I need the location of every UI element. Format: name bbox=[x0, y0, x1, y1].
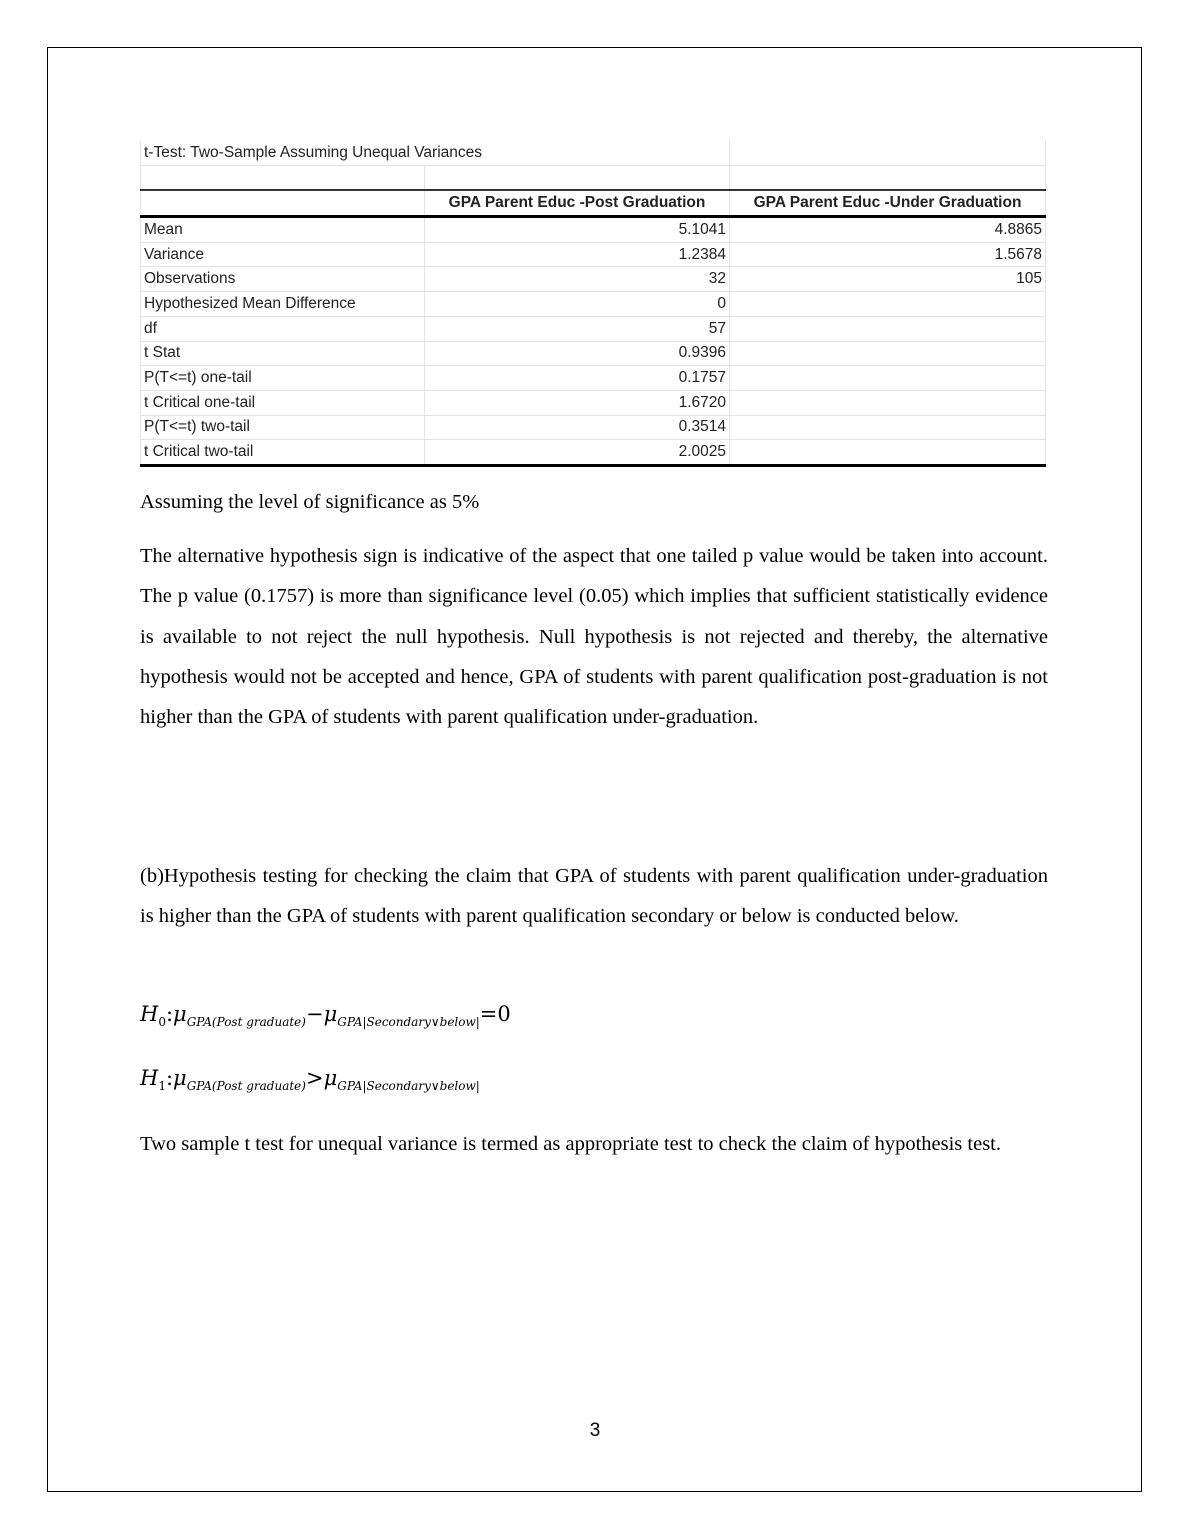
page-number: 3 bbox=[589, 1420, 601, 1441]
eq-rhs: =0 bbox=[479, 1002, 511, 1026]
row-label: t Critical two-tail bbox=[141, 440, 425, 466]
row-label: Hypothesized Mean Difference bbox=[141, 292, 425, 317]
row-label: Observations bbox=[141, 267, 425, 292]
value-cell bbox=[730, 366, 1046, 391]
empty-cell bbox=[730, 141, 1046, 166]
header-cell: GPA Parent Educ -Under Graduation bbox=[730, 190, 1046, 216]
value-cell: 2.0025 bbox=[425, 440, 730, 466]
empty-row bbox=[141, 165, 1046, 190]
alternative-hypothesis-equation: $H_1:\mu_{GPA(Post graduate)}>\mu_{GPA|Secondary\vee below|}$ bbox=[140, 1066, 480, 1094]
row-label: t Stat bbox=[141, 341, 425, 366]
table-row bbox=[141, 292, 1046, 317]
value-cell bbox=[730, 292, 1046, 317]
value-cell: 105 bbox=[730, 267, 1046, 292]
value-cell bbox=[730, 440, 1046, 466]
row-label: P(T<=t) one-tail bbox=[141, 366, 425, 391]
table-row bbox=[141, 217, 1046, 243]
eq-op: > bbox=[305, 1066, 324, 1090]
value-cell: 1.2384 bbox=[425, 242, 730, 267]
paragraph: Assuming the level of significance as 5% bbox=[140, 491, 480, 513]
table-title-row bbox=[141, 141, 1046, 166]
value-cell: 5.1041 bbox=[425, 217, 730, 243]
table-title: t-Test: Two-Sample Assuming Unequal Variances bbox=[141, 141, 730, 166]
value-cell: 0.9396 bbox=[425, 341, 730, 366]
eq-sub: GPA|Secondary∨below| bbox=[337, 1015, 480, 1030]
table-row bbox=[141, 440, 1046, 466]
value-cell: 0.3514 bbox=[425, 415, 730, 440]
eq-sub: GPA(Post graduate) bbox=[186, 1015, 306, 1030]
value-cell: 32 bbox=[425, 267, 730, 292]
eq-symbol: H bbox=[140, 1066, 159, 1090]
value-cell: 1.6720 bbox=[425, 390, 730, 415]
eq-sub: GPA(Post graduate) bbox=[186, 1079, 306, 1094]
value-cell: 57 bbox=[425, 316, 730, 341]
value-cell: 0 bbox=[425, 292, 730, 317]
table-row bbox=[141, 316, 1046, 341]
eq-sub: 1 bbox=[158, 1079, 166, 1094]
row-label: Mean bbox=[141, 217, 425, 243]
empty-cell bbox=[425, 165, 730, 190]
eq-symbol: H bbox=[140, 1002, 159, 1026]
null-hypothesis-equation: $H_0:\mu_{GPA(Post graduate)}-\mu_{GPA|Secondary\vee below|}=0$ bbox=[140, 1002, 511, 1030]
table-row bbox=[141, 390, 1046, 415]
table-row bbox=[141, 341, 1046, 366]
value-cell bbox=[730, 316, 1046, 341]
value-cell: 0.1757 bbox=[425, 366, 730, 391]
paragraph: (b)Hypothesis testing for checking the claim that GPA of students with parent qualification under-graduation is higher than the GPA of students with parent qualification secondary or below is conducted below. bbox=[140, 865, 1048, 928]
t-test-table bbox=[140, 140, 1046, 467]
value-cell bbox=[730, 415, 1046, 440]
table-row bbox=[141, 242, 1046, 267]
value-cell bbox=[730, 341, 1046, 366]
paragraph: The alternative hypothesis sign is indicative of the aspect that one tailed p value would be taken into account. The p value (0.1757) is more than significance level (0.05) which implies that sufficient statistically evidence is available to not reject the null hypothesis. Null hypothesis is not rejected and thereby, the alternative hypothesis would not be accepted and hence, GPA of students with parent qualification post-graduation is not higher than the GPA of students with parent qualification under-graduation. bbox=[140, 545, 1048, 729]
paragraph: Two sample t test for unequal variance is termed as appropriate test to check the claim of hypothesis test. bbox=[140, 1133, 1001, 1155]
value-cell: 1.5678 bbox=[730, 242, 1046, 267]
row-label: t Critical one-tail bbox=[141, 390, 425, 415]
eq-op: − bbox=[305, 1002, 324, 1026]
value-cell: 4.8865 bbox=[730, 217, 1046, 243]
eq-sub: GPA|Secondary∨below| bbox=[337, 1079, 480, 1094]
row-label: P(T<=t) two-tail bbox=[141, 415, 425, 440]
eq-sub: 0 bbox=[158, 1015, 166, 1030]
row-label: Variance bbox=[141, 242, 425, 267]
row-label: df bbox=[141, 316, 425, 341]
table-row bbox=[141, 267, 1046, 292]
header-cell bbox=[141, 190, 425, 216]
table-header-row bbox=[141, 190, 1046, 216]
value-cell bbox=[730, 390, 1046, 415]
empty-cell bbox=[141, 165, 425, 190]
empty-cell bbox=[730, 165, 1046, 190]
table-row bbox=[141, 415, 1046, 440]
table-row bbox=[141, 366, 1046, 391]
header-cell: GPA Parent Educ -Post Graduation bbox=[425, 190, 730, 216]
